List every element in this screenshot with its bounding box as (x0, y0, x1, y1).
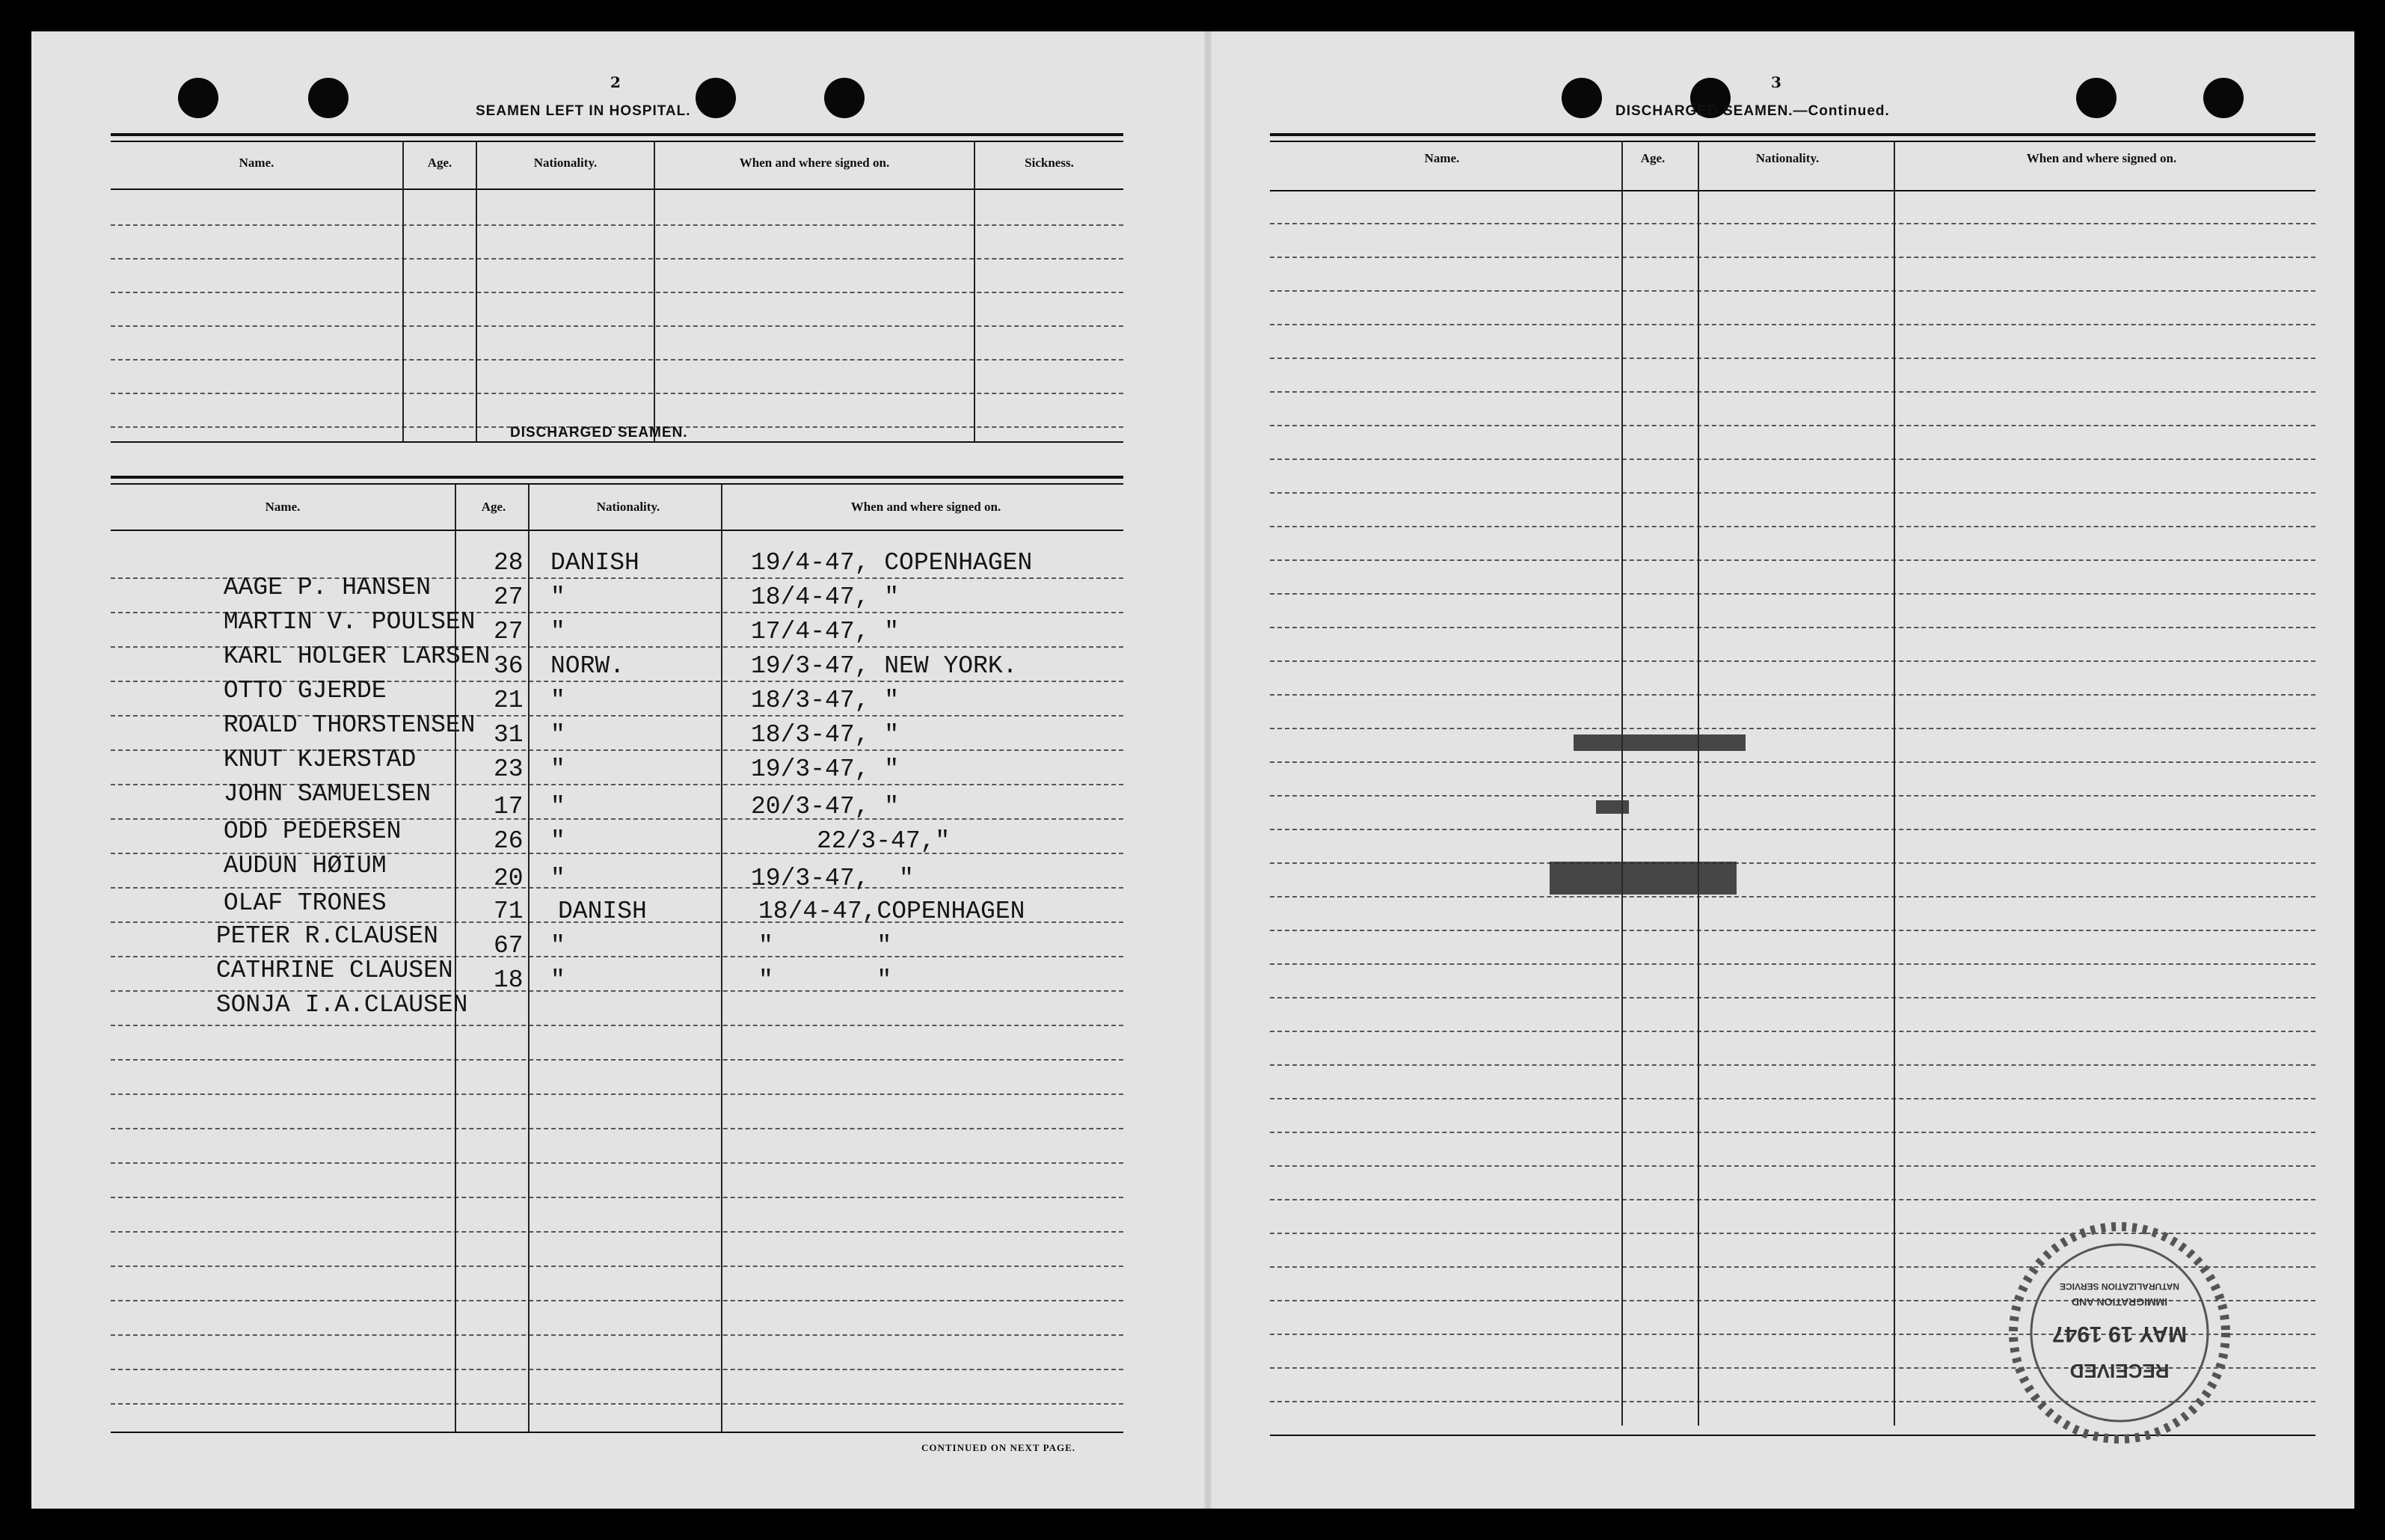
right-column-divider (1894, 142, 1895, 1426)
stamp-line-2: MAY 19 1947 (2051, 1322, 2188, 1346)
punch-hole (308, 78, 349, 118)
ink-smudge (1596, 800, 1629, 814)
seaman-signed-on: 22/3-47," (817, 827, 951, 855)
ruled-line (1270, 223, 2315, 224)
punch-hole (1562, 78, 1602, 118)
ruled-line (1270, 1031, 2315, 1032)
ledger-sheet (31, 31, 2354, 1509)
punch-hole (696, 78, 736, 118)
page-fold (1204, 31, 1212, 1509)
ruled-line (1270, 1165, 2315, 1167)
seaman-age: 18 (494, 966, 524, 994)
seaman-signed-on: 18/4-47, " (751, 583, 900, 611)
seaman-nationality: " (550, 618, 565, 645)
hospital-bottom-rule (111, 441, 1123, 443)
ruled-line (111, 1059, 1123, 1061)
seaman-nationality: " (550, 583, 565, 611)
table-row (127, 968, 467, 1017)
ruled-line (1270, 492, 2315, 494)
seaman-nationality: " (550, 687, 565, 714)
seaman-signed-on: 17/4-47, " (751, 618, 900, 645)
hospital-header-rule (111, 188, 1123, 190)
hospital-column-divider (654, 142, 655, 441)
seaman-age: 23 (494, 755, 524, 783)
ruled-line (1270, 559, 2315, 561)
seaman-nationality: " (550, 793, 565, 820)
seaman-nationality: " (550, 966, 565, 994)
seaman-name: ROALD THORSTENSEN (223, 711, 476, 739)
seaman-age: 31 (494, 721, 524, 749)
seaman-age: 67 (494, 932, 524, 960)
ruled-line (1270, 627, 2315, 628)
ruled-line (1270, 593, 2315, 595)
seaman-name: AAGE P. HANSEN (223, 574, 432, 601)
discharged-header-signed-on: When and where signed on. (850, 500, 1001, 514)
ruled-line (111, 359, 1123, 361)
ruled-line (1270, 1064, 2315, 1066)
seaman-age: 36 (494, 652, 524, 680)
ruled-line (1270, 1132, 2315, 1133)
ruled-line (111, 1266, 1123, 1267)
discharged-header-age: Age. (481, 500, 506, 514)
punch-hole (178, 78, 218, 118)
discharged-header-rule (111, 530, 1123, 531)
seaman-nationality: DANISH (550, 549, 639, 577)
punch-hole (2203, 78, 2244, 118)
ruled-line (111, 1300, 1123, 1301)
right-header-nationality: Nationality. (1755, 151, 1820, 165)
ruled-line (1270, 795, 2315, 797)
discharged-bottom-rule (111, 1432, 1123, 1433)
discharged-top-rule (111, 476, 1123, 479)
ruled-line (1270, 660, 2315, 662)
seaman-name: KNUT KJERSTAD (223, 746, 417, 773)
ruled-line (1270, 324, 2315, 325)
ruled-line (111, 1162, 1123, 1164)
ruled-line (111, 1128, 1123, 1129)
seaman-name: JOHN SAMUELSEN (223, 780, 432, 808)
ruled-line (111, 1403, 1123, 1405)
seaman-name: CATHRINE CLAUSEN (215, 957, 453, 984)
seaman-name: OLAF TRONES (223, 889, 387, 917)
stamp-line-3: IMMIGRATION AND (2071, 1296, 2168, 1308)
right-column-divider (1621, 142, 1623, 1426)
right-header-age: Age. (1640, 151, 1666, 165)
right-top-rule (1270, 133, 2315, 136)
hospital-header-sickness: Sickness. (1025, 156, 1074, 170)
seaman-signed-on: " " (758, 966, 892, 994)
seaman-name: SONJA I.A.CLAUSEN (215, 991, 468, 1019)
right-header-name: Name. (1424, 151, 1460, 165)
hospital-column-divider (476, 142, 477, 441)
ruled-line (1270, 458, 2315, 460)
seaman-age: 28 (494, 549, 524, 577)
seaman-name: ODD PEDERSEN (223, 817, 402, 845)
ruled-line (1270, 829, 2315, 830)
seaman-signed-on: " " (758, 932, 892, 960)
ruled-line (111, 258, 1123, 260)
seaman-name: MARTIN V. POULSEN (223, 608, 476, 636)
ruled-line (1270, 930, 2315, 931)
ruled-line (111, 224, 1123, 226)
ruled-line (111, 1093, 1123, 1095)
ruled-line (1270, 694, 2315, 696)
hospital-column-divider (402, 142, 404, 441)
seaman-nationality: " (550, 932, 565, 960)
hospital-top-rule-2 (111, 141, 1123, 142)
ruled-line (111, 292, 1123, 293)
discharged-header-name: Name. (265, 500, 301, 514)
ruled-line (1270, 257, 2315, 258)
ink-smudge (1550, 862, 1737, 895)
right-top-rule-2 (1270, 141, 2315, 142)
hospital-column-divider (974, 142, 975, 441)
discharged-header-nationality: Nationality. (596, 500, 660, 514)
ruled-line (1270, 997, 2315, 998)
seaman-signed-on: 19/4-47, COPENHAGEN (751, 549, 1033, 577)
ruled-line (1270, 1098, 2315, 1099)
ruled-line (1270, 526, 2315, 527)
seaman-name: PETER R.CLAUSEN (215, 922, 438, 950)
ruled-line (1270, 425, 2315, 426)
stamp-line-1: RECEIVED (2069, 1360, 2170, 1382)
continued-note: CONTINUED ON NEXT PAGE. (921, 1442, 1075, 1453)
seaman-signed-on: 18/4-47,COPENHAGEN (758, 898, 1025, 925)
ruled-line (111, 1025, 1123, 1026)
right-section-title: DISCHARGED SEAMEN.—Continued. (1615, 103, 1890, 119)
ruled-line (1270, 290, 2315, 292)
ruled-line (1270, 728, 2315, 729)
ink-smudge (1574, 734, 1746, 751)
ruled-line (1270, 896, 2315, 898)
seaman-name: OTTO GJERDE (223, 677, 387, 705)
stamp-line-4: NATURALIZATION SERVICE (2059, 1281, 2180, 1292)
ruled-line (1270, 1199, 2315, 1200)
ruled-line (111, 1369, 1123, 1370)
received-stamp (2006, 1219, 2234, 1447)
ruled-line (111, 393, 1123, 394)
seaman-nationality: " (550, 755, 565, 783)
hospital-header-nationality: Nationality. (533, 156, 598, 170)
discharged-column-divider (528, 485, 530, 1432)
seaman-age: 71 (494, 898, 524, 925)
hospital-header-signed-on: When and where signed on. (739, 156, 890, 170)
seaman-signed-on: 19/3-47, " (751, 755, 900, 783)
ruled-line (1270, 358, 2315, 359)
ruled-line (1270, 963, 2315, 965)
right-header-signed-on: When and where signed on. (2026, 151, 2177, 165)
seaman-age: 27 (494, 583, 524, 611)
seaman-age: 20 (494, 865, 524, 892)
hospital-top-rule (111, 133, 1123, 136)
discharged-section-title: DISCHARGED SEAMEN. (510, 425, 688, 441)
hospital-header-name: Name. (239, 156, 274, 170)
hospital-header-age: Age. (427, 156, 452, 170)
page-number-right: 3 (1771, 73, 1781, 91)
right-column-divider (1698, 142, 1699, 1426)
seaman-signed-on: 19/3-47, NEW YORK. (751, 652, 1018, 680)
seaman-age: 26 (494, 827, 524, 855)
right-header-rule (1270, 190, 2315, 191)
ruled-line (1270, 862, 2315, 864)
hospital-section-title: SEAMEN LEFT IN HOSPITAL. (476, 103, 691, 119)
seaman-nationality: " (550, 827, 565, 855)
seaman-nationality: DANISH (558, 898, 647, 925)
ruled-line (1270, 761, 2315, 763)
seaman-name: KARL HOLGER LARSEN (223, 642, 491, 670)
seaman-age: 27 (494, 618, 524, 645)
ruled-line (1270, 391, 2315, 393)
ruled-line (111, 325, 1123, 327)
seaman-nationality: NORW. (550, 652, 625, 680)
discharged-top-rule-2 (111, 483, 1123, 485)
page-number-left: 2 (610, 73, 621, 91)
seaman-signed-on: 20/3-47, " (751, 793, 900, 820)
seaman-name: AUDUN HØIUM (223, 852, 387, 880)
seaman-age: 21 (494, 687, 524, 714)
seaman-nationality: " (550, 721, 565, 749)
seaman-signed-on: 18/3-47, " (751, 687, 900, 714)
ruled-line (111, 1334, 1123, 1336)
seaman-age: 17 (494, 793, 524, 820)
seaman-signed-on: 19/3-47, " (751, 865, 914, 892)
punch-hole (2076, 78, 2117, 118)
punch-hole (824, 78, 865, 118)
discharged-column-divider (721, 485, 722, 1432)
seaman-nationality: " (550, 865, 565, 892)
ruled-line (111, 1197, 1123, 1198)
ruled-line (111, 1231, 1123, 1233)
seaman-signed-on: 18/3-47, " (751, 721, 900, 749)
